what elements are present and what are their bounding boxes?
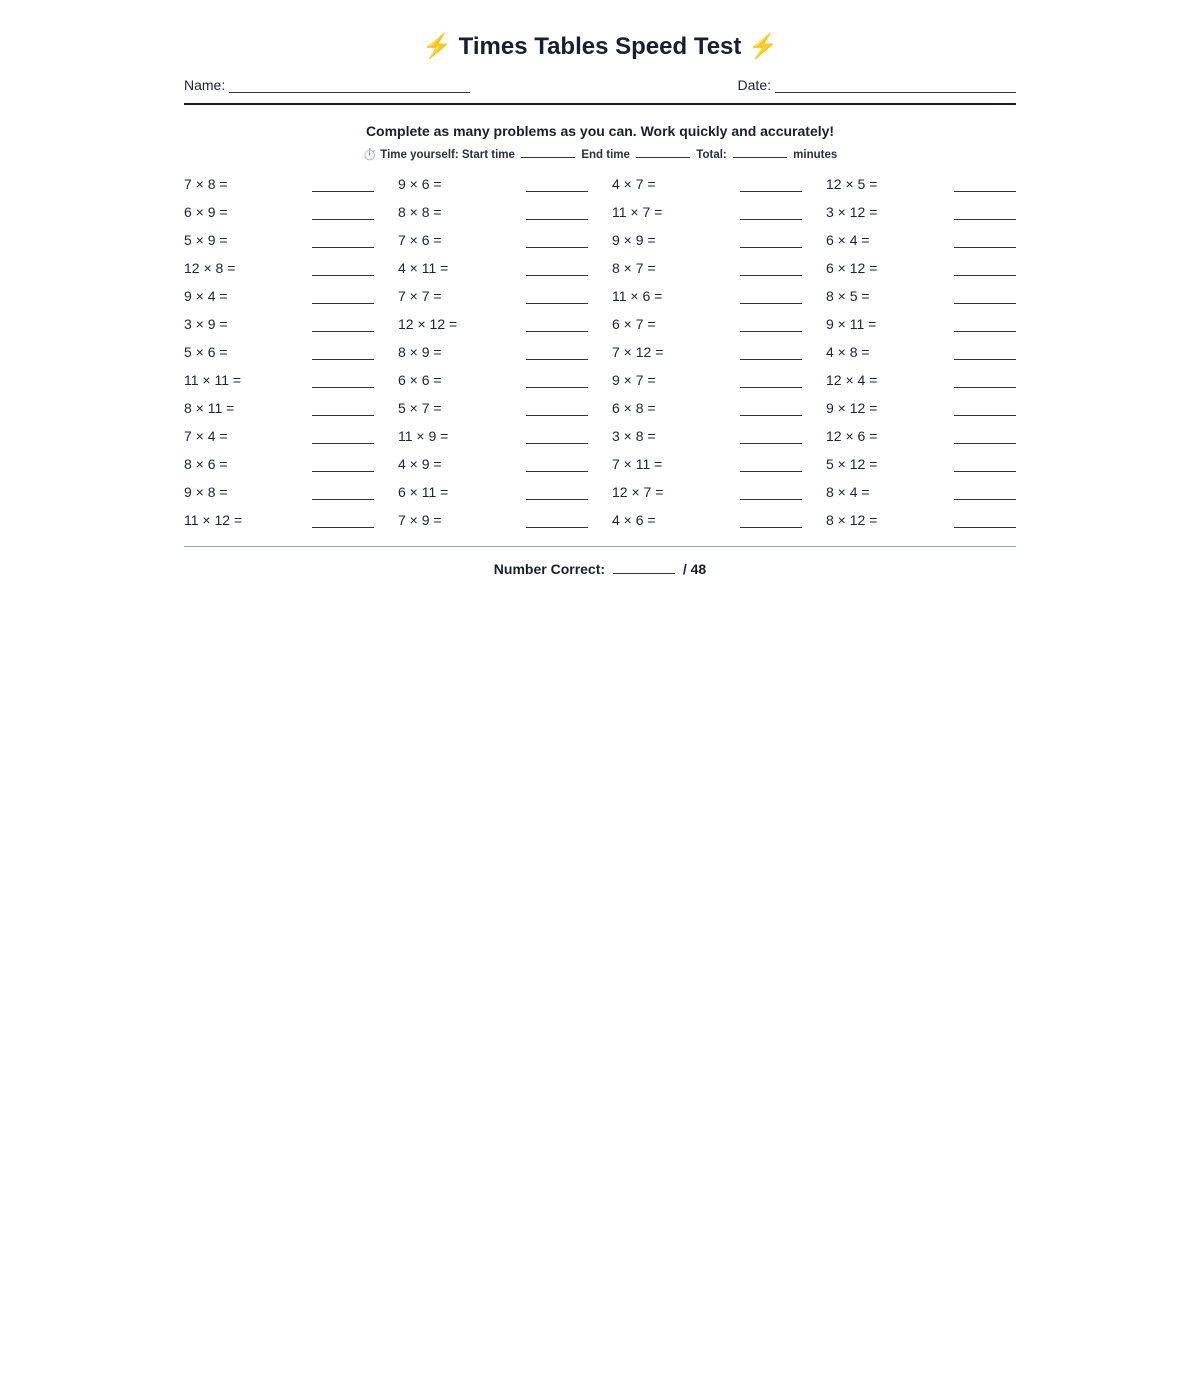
- problem-expression: 9 × 8 =: [184, 484, 228, 500]
- problem-item: [612, 368, 802, 396]
- problem-item: [826, 424, 1016, 452]
- answer-field[interactable]: [740, 303, 802, 304]
- answer-field[interactable]: [954, 359, 1016, 360]
- problem-item: [184, 424, 374, 452]
- lightning-bolt-icon: ⚡: [748, 33, 778, 60]
- problem-expression: 7 × 12 =: [612, 344, 664, 360]
- problem-item: [826, 228, 1016, 256]
- problem-item: [398, 340, 588, 368]
- answer-field[interactable]: [526, 443, 588, 444]
- problem-expression: 3 × 9 =: [184, 316, 228, 332]
- answer-field[interactable]: [740, 415, 802, 416]
- answer-field[interactable]: [954, 443, 1016, 444]
- answer-field[interactable]: [740, 471, 802, 472]
- problem-expression: 7 × 6 =: [398, 232, 442, 248]
- problem-expression: 5 × 7 =: [398, 400, 442, 416]
- problem-expression: 5 × 12 =: [826, 456, 878, 472]
- problem-expression: 5 × 9 =: [184, 232, 228, 248]
- problem-expression: 7 × 11 =: [612, 456, 663, 472]
- answer-field[interactable]: [954, 387, 1016, 388]
- header-divider: [184, 103, 1016, 105]
- answer-field[interactable]: [526, 387, 588, 388]
- answer-field[interactable]: [954, 219, 1016, 220]
- problem-expression: 8 × 4 =: [826, 484, 870, 500]
- problem-item: [826, 452, 1016, 480]
- problem-item: [184, 480, 374, 508]
- problem-item: [826, 480, 1016, 508]
- problem-item: [398, 172, 588, 200]
- problem-expression: 12 × 12 =: [398, 316, 458, 332]
- problem-expression: 8 × 9 =: [398, 344, 442, 360]
- problem-item: [826, 200, 1016, 228]
- problem-item: [398, 396, 588, 424]
- problem-expression: 9 × 7 =: [612, 372, 656, 388]
- problem-item: [612, 340, 802, 368]
- date-field[interactable]: [775, 76, 1016, 93]
- answer-field[interactable]: [954, 527, 1016, 528]
- answer-field[interactable]: [526, 359, 588, 360]
- problem-expression: 12 × 8 =: [184, 260, 236, 276]
- problem-expression: 9 × 9 =: [612, 232, 656, 248]
- answer-field[interactable]: [526, 275, 588, 276]
- problem-item: [612, 396, 802, 424]
- problem-item: [184, 172, 374, 200]
- problem-item: [612, 480, 802, 508]
- problem-expression: 7 × 8 =: [184, 176, 228, 192]
- answer-field[interactable]: [526, 303, 588, 304]
- problem-expression: 8 × 7 =: [612, 260, 656, 276]
- answer-field[interactable]: [740, 387, 802, 388]
- problem-item: [184, 508, 374, 536]
- answer-field[interactable]: [312, 331, 374, 332]
- answer-field[interactable]: [740, 191, 802, 192]
- answer-field[interactable]: [312, 219, 374, 220]
- problem-item: [184, 396, 374, 424]
- problem-item: [826, 508, 1016, 536]
- end-time-label: End time: [581, 149, 630, 161]
- answer-field[interactable]: [312, 275, 374, 276]
- problem-expression: 3 × 12 =: [826, 204, 878, 220]
- answer-field[interactable]: [740, 499, 802, 500]
- start-time-field[interactable]: [521, 146, 575, 158]
- problem-expression: 8 × 6 =: [184, 456, 228, 472]
- problem-item: [826, 340, 1016, 368]
- answer-field[interactable]: [312, 499, 374, 500]
- answer-field[interactable]: [954, 415, 1016, 416]
- problem-item: [826, 256, 1016, 284]
- name-field-group: [184, 76, 470, 93]
- answer-field[interactable]: [312, 247, 374, 248]
- problem-item: [398, 256, 588, 284]
- problem-expression: 9 × 12 =: [826, 400, 878, 416]
- problem-expression: 7 × 7 =: [398, 288, 442, 304]
- answer-field[interactable]: [312, 415, 374, 416]
- problem-expression: 6 × 11 =: [398, 484, 449, 500]
- name-label: Name:: [184, 77, 226, 93]
- problem-expression: 11 × 12 =: [184, 512, 243, 528]
- score-field[interactable]: [613, 560, 675, 574]
- problem-item: [398, 200, 588, 228]
- answer-field[interactable]: [740, 275, 802, 276]
- problem-item: [184, 452, 374, 480]
- problem-item: [184, 312, 374, 340]
- problem-item: [612, 172, 802, 200]
- problem-expression: 12 × 6 =: [826, 428, 878, 444]
- problem-expression: 4 × 9 =: [398, 456, 442, 472]
- problem-expression: 12 × 4 =: [826, 372, 878, 388]
- problem-item: [612, 508, 802, 536]
- total-time-field[interactable]: [733, 146, 787, 158]
- problem-expression: 8 × 12 =: [826, 512, 878, 528]
- answer-field[interactable]: [954, 191, 1016, 192]
- problem-expression: 8 × 5 =: [826, 288, 870, 304]
- problem-item: [398, 284, 588, 312]
- problem-expression: 11 × 9 =: [398, 428, 449, 444]
- problem-expression: 4 × 7 =: [612, 176, 656, 192]
- problem-expression: 6 × 9 =: [184, 204, 228, 220]
- problem-expression: 6 × 8 =: [612, 400, 656, 416]
- answer-field[interactable]: [526, 331, 588, 332]
- problem-expression: 11 × 6 =: [612, 288, 663, 304]
- problem-expression: 12 × 5 =: [826, 176, 878, 192]
- minutes-label: minutes: [793, 149, 838, 161]
- answer-field[interactable]: [312, 191, 374, 192]
- problem-expression: 8 × 11 =: [184, 400, 235, 416]
- answer-field[interactable]: [312, 387, 374, 388]
- end-time-field[interactable]: [636, 146, 690, 158]
- answer-field[interactable]: [526, 247, 588, 248]
- problem-expression: 11 × 11 =: [184, 372, 242, 388]
- problem-item: [826, 368, 1016, 396]
- answer-field[interactable]: [954, 247, 1016, 248]
- problem-item: [398, 480, 588, 508]
- answer-field[interactable]: [740, 331, 802, 332]
- problem-item: [398, 368, 588, 396]
- problem-item: [612, 424, 802, 452]
- answer-field[interactable]: [312, 527, 374, 528]
- problem-item: [826, 312, 1016, 340]
- problem-item: [184, 284, 374, 312]
- problem-expression: 6 × 12 =: [826, 260, 878, 276]
- answer-field[interactable]: [526, 219, 588, 220]
- problem-item: [612, 312, 802, 340]
- instructions-text: Complete as many problems as you can. Work quickly and accurately!: [365, 123, 835, 139]
- page-title: [184, 30, 1016, 64]
- answer-field[interactable]: [312, 443, 374, 444]
- answer-field[interactable]: [954, 331, 1016, 332]
- answer-field[interactable]: [740, 527, 802, 528]
- answer-field[interactable]: [312, 359, 374, 360]
- problem-item: [184, 256, 374, 284]
- problem-expression: 6 × 4 =: [826, 232, 870, 248]
- problem-item: [612, 200, 802, 228]
- problem-item: [612, 452, 802, 480]
- problem-item: [184, 200, 374, 228]
- timer-instructions: [184, 146, 1016, 161]
- problem-expression: 7 × 4 =: [184, 428, 228, 444]
- answer-field[interactable]: [740, 359, 802, 360]
- student-info-row: [184, 76, 1016, 96]
- footer-divider: [184, 546, 1016, 547]
- problem-expression: 6 × 6 =: [398, 372, 442, 388]
- problem-expression: 4 × 11 =: [398, 260, 449, 276]
- answer-field[interactable]: [526, 415, 588, 416]
- problem-expression: 12 × 7 =: [612, 484, 664, 500]
- answer-field[interactable]: [526, 499, 588, 500]
- answer-field[interactable]: [954, 275, 1016, 276]
- problem-item: [612, 256, 802, 284]
- problem-expression: 4 × 6 =: [612, 512, 656, 528]
- problem-item: [398, 452, 588, 480]
- problem-item: [826, 396, 1016, 424]
- answer-field[interactable]: [954, 471, 1016, 472]
- stopwatch-icon: ⏱️: [362, 149, 378, 161]
- problem-expression: 6 × 7 =: [612, 316, 656, 332]
- problem-item: [612, 284, 802, 312]
- answer-field[interactable]: [740, 443, 802, 444]
- problem-item: [398, 508, 588, 536]
- answer-field[interactable]: [740, 219, 802, 220]
- answer-field[interactable]: [526, 527, 588, 528]
- problem-item: [826, 172, 1016, 200]
- title-text: Times Tables Speed Test: [458, 33, 742, 60]
- timer-prefix: Time yourself: Start time: [380, 149, 515, 161]
- problem-item: [184, 368, 374, 396]
- answer-field[interactable]: [740, 247, 802, 248]
- answer-field[interactable]: [954, 499, 1016, 500]
- problem-expression: 5 × 6 =: [184, 344, 228, 360]
- problem-grid: [184, 172, 1016, 536]
- problem-expression: 9 × 11 =: [826, 316, 877, 332]
- answer-field[interactable]: [954, 303, 1016, 304]
- problem-expression: 11 × 7 =: [612, 204, 663, 220]
- problem-item: [398, 424, 588, 452]
- problem-expression: 4 × 8 =: [826, 344, 870, 360]
- problem-item: [826, 284, 1016, 312]
- problem-item: [184, 340, 374, 368]
- problem-expression: 9 × 4 =: [184, 288, 228, 304]
- problem-expression: 9 × 6 =: [398, 176, 442, 192]
- answer-field[interactable]: [312, 471, 374, 472]
- score-section: [184, 560, 1016, 577]
- problem-item: [398, 312, 588, 340]
- total-label: Total:: [696, 149, 727, 161]
- score-total: / 48: [682, 561, 707, 577]
- name-field[interactable]: [229, 76, 470, 93]
- score-label: Number Correct:: [493, 561, 606, 577]
- answer-field[interactable]: [526, 191, 588, 192]
- problem-expression: 8 × 8 =: [398, 204, 442, 220]
- answer-field[interactable]: [312, 303, 374, 304]
- date-label: Date:: [737, 77, 771, 93]
- problem-item: [184, 228, 374, 256]
- date-field-group: [738, 76, 1016, 93]
- problem-expression: 7 × 9 =: [398, 512, 442, 528]
- answer-field[interactable]: [526, 471, 588, 472]
- problem-item: [398, 228, 588, 256]
- problem-item: [612, 228, 802, 256]
- lightning-bolt-icon: ⚡: [422, 33, 452, 60]
- problem-expression: 3 × 8 =: [612, 428, 656, 444]
